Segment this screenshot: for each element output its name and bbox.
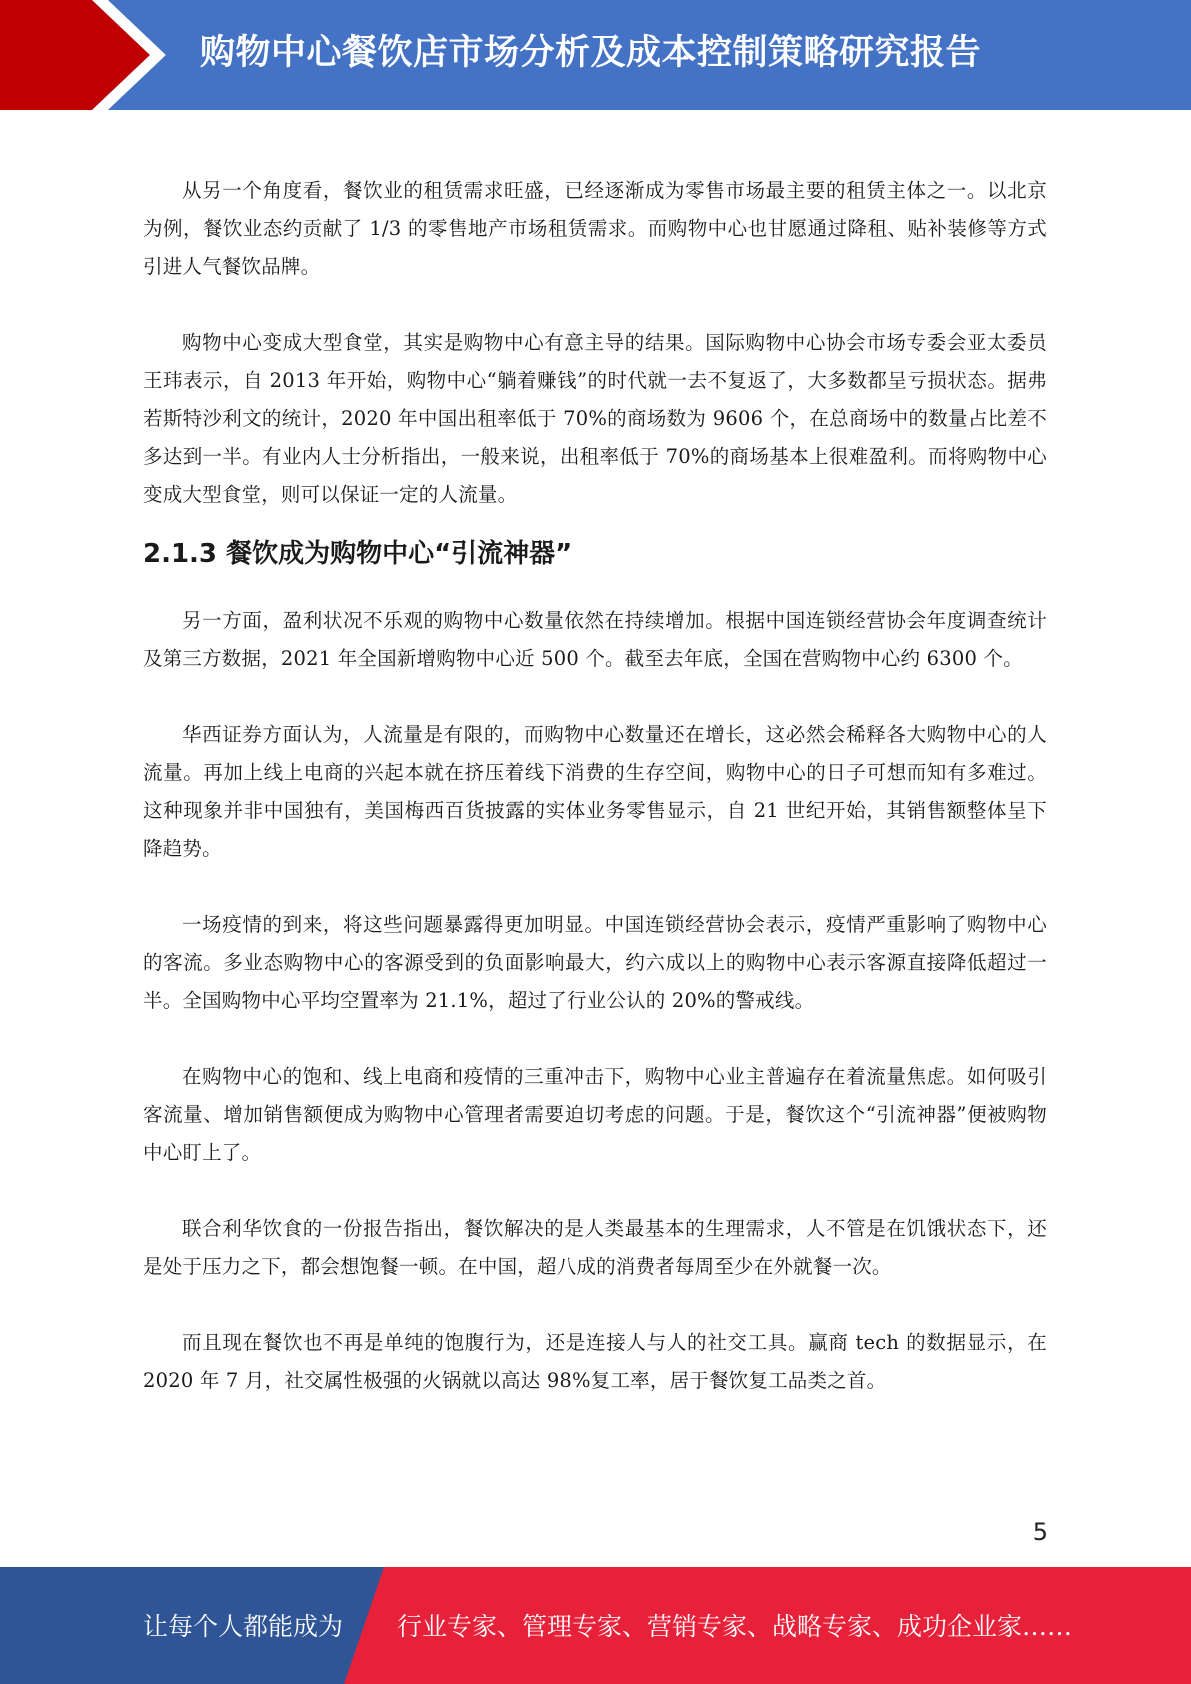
report-title: 购物中心餐饮店市场分析及成本控制策略研究报告	[200, 33, 982, 73]
paragraph-2: 购物中心变成大型食堂，其实是购物中心有意主导的结果。国际购物中心协会市场专委会亚太委员王玮表示，自 2013 年开始，购物中心“躺着赚钱”的时代就一去不复返了，大多数都呈亏损状态。据弗若斯特沙利文的统计，2020 年中国出租率低于 70%的商场数为 9606 个，在总商场中的数量占比差不多达到一半。有业内人士分析指出，一般来说，出租率低于 70%的商场基本上很难盈利。而将购物中心变成大型食堂，则可以保证一定的人流量。	[143, 331, 1047, 506]
paragraph-3: 另一方面，盈利状况不乐观的购物中心数量依然在持续增加。根据中国连锁经营协会年度调查统计及第三方数据，2021 年全国新增购物中心近 500 个。截至去年底，全国在营购物中心约 6300 个。	[143, 609, 1047, 670]
paragraph-4: 华西证券方面认为，人流量是有限的，而购物中心数量还在增长，这必然会稀释各大购物中心的人流量。再加上线上电商的兴起本就在挤压着线下消费的生存空间，购物中心的日子可想而知有多难过。这种现象并非中国独有，美国梅西百货披露的实体业务零售显示，自 21 世纪开始，其销售额整体呈下降趋势。	[143, 723, 1047, 860]
page-number: 5	[1032, 1518, 1048, 1546]
paragraph-8: 而且现在餐饮也不再是单纯的饱腹行为，还是连接人与人的社交工具。赢商 tech 的数据显示，在 2020 年 7 月，社交属性极强的火锅就以高达 98%复工率，居于餐饮复工品类之首。	[143, 1331, 1047, 1392]
paragraph-5: 一场疫情的到来，将这些问题暴露得更加明显。中国连锁经营协会表示，疫情严重影响了购物中心的客流。多业态购物中心的客源受到的负面影响最大，约六成以上的购物中心表示客源直接降低超过一半。全国购物中心平均空置率为 21.1%，超过了行业公认的 20%的警戒线。	[143, 913, 1047, 1012]
footer-slogan-right: 行业专家、管理专家、营销专家、战略专家、成功企业家……	[397, 1612, 1073, 1641]
footer-slogan-left: 让每个人都能成为	[143, 1612, 344, 1641]
paragraph-7: 联合利华饮食的一份报告指出，餐饮解决的是人类最基本的生理需求，人不管是在饥饿状态下，还是处于压力之下，都会想饱餐一顿。在中国，超八成的消费者每周至少在外就餐一次。	[143, 1217, 1047, 1278]
footer-banner	[0, 1567, 1191, 1684]
header-banner	[0, 0, 1191, 110]
paragraph-6: 在购物中心的饱和、线上电商和疫情的三重冲击下，购物中心业主普遍存在着流量焦虑。如何吸引客流量、增加销售额便成为购物中心管理者需要迫切考虑的问题。于是，餐饮这个“引流神器”便被购物中心盯上了。	[143, 1065, 1047, 1164]
paragraph-1: 从另一个角度看，餐饮业的租赁需求旺盛，已经逐渐成为零售市场最主要的租赁主体之一。以北京为例，餐饮业态约贡献了 1/3 的零售地产市场租赁需求。而购物中心也甘愿通过降租、贴补装修等方式引进人气餐饮品牌。	[143, 179, 1047, 278]
document-body	[143, 172, 1047, 1400]
section-heading: 2.1.3 餐饮成为购物中心“引流神器”	[143, 539, 573, 569]
